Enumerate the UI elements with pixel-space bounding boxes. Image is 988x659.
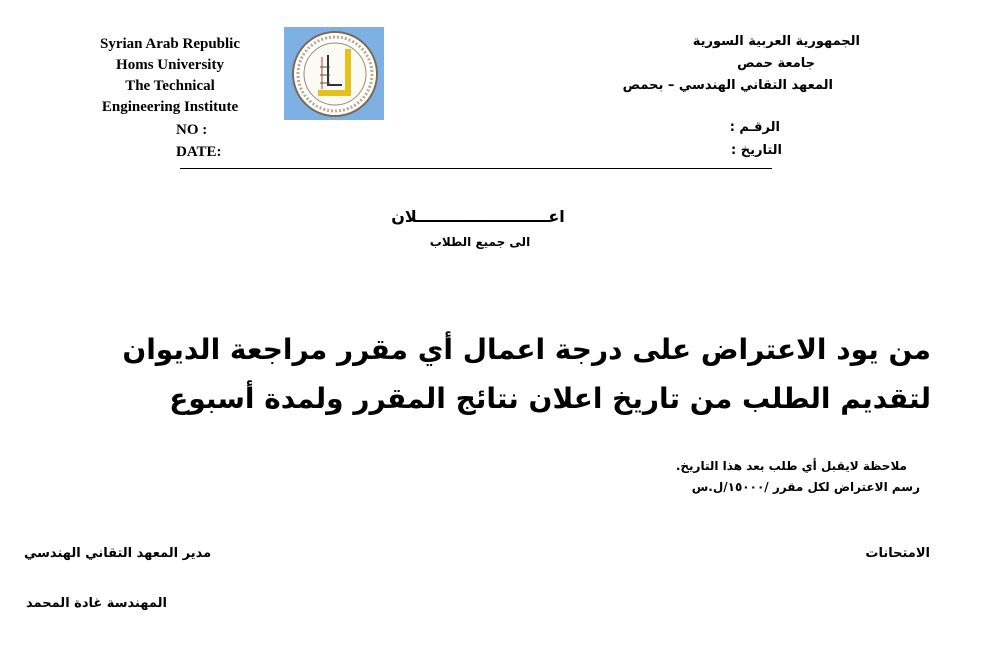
header-en-institute-1: The Technical (125, 78, 215, 94)
announcement-title: اعــــــــــــــــــــــــلان (391, 207, 565, 226)
header-en-no-label: NO : (176, 122, 208, 138)
header-ar-country: الجمهورية العربية السورية (692, 34, 860, 49)
footer-director-title: مدير المعهد التقاني الهندسي (24, 546, 212, 561)
institute-emblem-icon (284, 27, 384, 120)
body-line-2: لتقديم الطلب من تاريخ اعلان نتائج المقرر ولمدة أسبوع (169, 382, 931, 415)
header-ar-institute: المعهد التقاني الهندسي – بحمص (622, 78, 833, 93)
institute-logo (284, 27, 384, 120)
footer-exams: الامتحانات (865, 546, 930, 561)
header-en-date-label: DATE: (176, 144, 222, 160)
header-ar-date-label: التاريخ : (731, 143, 782, 158)
announcement-recipients: الى جميع الطلاب (429, 235, 531, 249)
header-ar-university: جامعة حمص (737, 56, 815, 71)
note-line-1: ملاحظة لايقبل أي طلب بعد هذا التاريخ. (675, 459, 907, 473)
note-line-2: رسم الاعتراض لكل مقرر /١٥٠٠٠/ل.س (691, 480, 920, 494)
header-en-country: Syrian Arab Republic (99, 36, 241, 52)
header-divider (180, 168, 772, 169)
body-line-1: من يود الاعتراض على درجة اعمال أي مقرر مراجعة الديوان (122, 333, 931, 366)
header-ar-no-label: الرقـم : (729, 120, 780, 135)
footer-director-name: المهندسة غادة المحمد (26, 596, 167, 611)
header-en-institute-2: Engineering Institute (101, 99, 239, 115)
header-en-university: Homs University (116, 57, 224, 73)
